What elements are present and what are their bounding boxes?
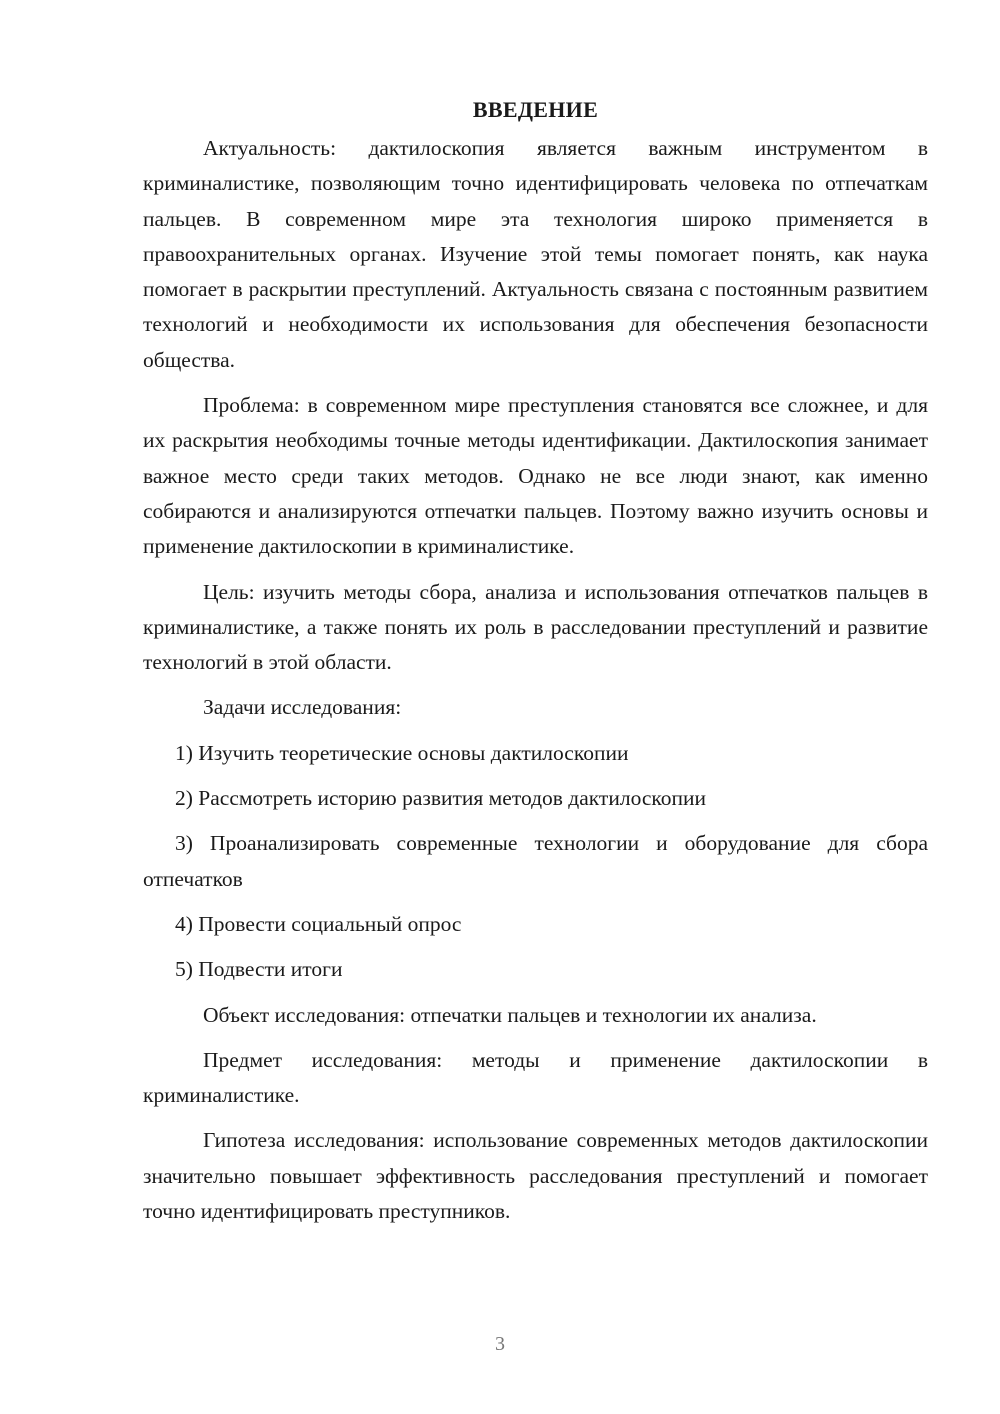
task-item-2: 2) Рассмотреть историю развития методов дактилоскопии [175,786,707,811]
tasks-title: Задачи исследования: [203,695,402,720]
relevance-paragraph: Актуальность: дактилоскопия является важным инструментом в криминалистике, позволяющим точно идентифицировать человека по отпечаткам пальцев. В современном мире эта технология широко применяется в правоохранительных органах. Изучение этой темы помогает понять, как наука помогает в раскрытии преступлений. Актуальность связана с постоянным развитием технологий и необходимости их использования для обеспечения безопасности общества. [143,136,928,372]
page-number: 3 [495,1333,505,1355]
task-item-3: 3) Проанализировать современные технологии и оборудование для сбора отпечатков [143,831,928,891]
task-item-5: 5) Подвести итоги [175,957,343,982]
object-paragraph: Объект исследования: отпечатки пальцев и технологии их анализа. [203,1002,817,1027]
document-page [143,92,928,1239]
task-item-4: 4) Провести социальный опрос [175,911,462,936]
problem-paragraph: Проблема: в современном мире преступления становятся все сложнее, и для их раскрытия необходимы точные методы идентификации. Дактилоскопия занимает важное место среди таких методов. Однако не все люди знают, как именно собираются и анализируются отпечатки пальцев. Поэтому важно изучить основы и применение дактилоскопии в криминалистике. [143,393,928,559]
task-item-1: 1) Изучить теоретические основы дактилоскопии [175,740,629,765]
goal-paragraph: Цель: изучить методы сбора, анализа и использования отпечатков пальцев в криминалистике, а также понять их роль в расследовании преступлений и развитие технологий в этой области. [143,579,928,675]
section-heading: ВВЕДЕНИЕ [472,97,599,122]
subject-paragraph: Предмет исследования: методы и применение дактилоскопии в криминалистике. [143,1047,928,1108]
hypothesis-paragraph: Гипотеза исследования: использование современных методов дактилоскопии значительно повышает эффективность расследования преступлений и помогает точно идентифицировать преступников. [143,1128,928,1224]
